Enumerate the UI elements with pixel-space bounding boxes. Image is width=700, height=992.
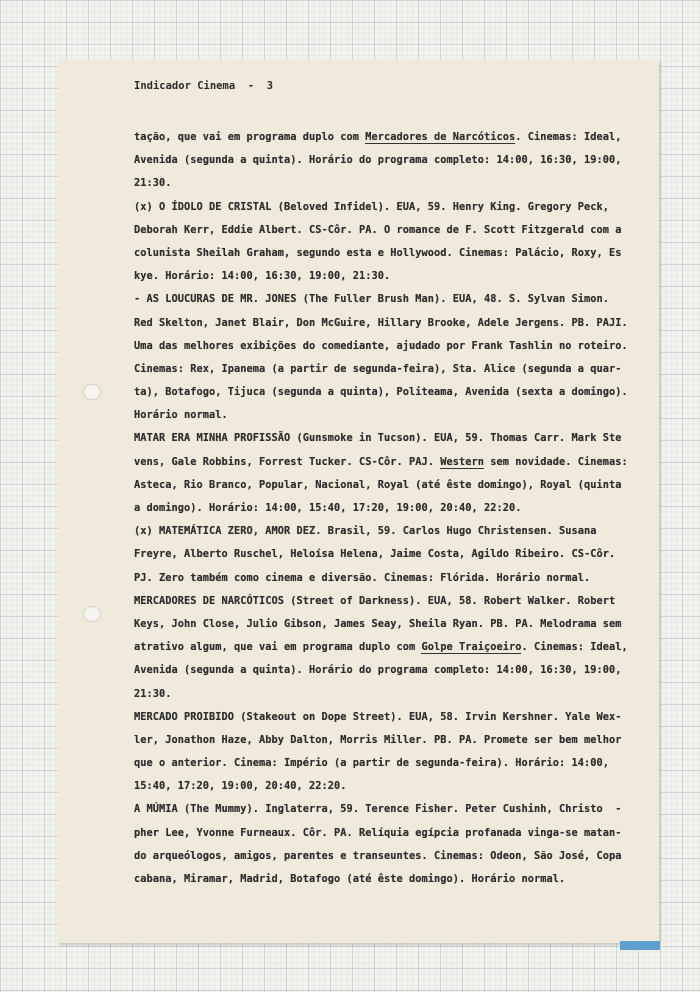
text-segment: do arqueólogos, amigos, parentes e transeuntes. Cinemas: Odeon, São José, Copa <box>134 849 622 862</box>
text-segment: atrativo algum, que vai em programa duplo com <box>134 641 422 654</box>
text-segment: kye. Horário: 14:00, 16:30, 19:00, 21:30. <box>134 270 391 283</box>
text-segment: Asteca, Rio Branco, Popular, Nacional, Royal (até êste domingo), Royal (quinta <box>134 478 622 491</box>
text-segment: pher Lee, Yvonne Furneaux. Côr. PA. Relíquia egípcia profanada vinga-se matan- <box>134 826 622 839</box>
text-segment: Horário normal. <box>134 409 228 422</box>
underlined-title: Western <box>440 455 484 468</box>
text-line <box>134 451 654 474</box>
text-line <box>134 381 654 404</box>
text-segment: colunista Sheilah Graham, segundo esta e Hollywood. Cinemas: Palácio, Roxy, Es <box>134 246 622 259</box>
text-segment: . Cinemas: Ideal, <box>521 641 628 654</box>
punch-hole-upper <box>83 384 101 400</box>
text-line <box>134 474 654 497</box>
text-segment: vens, Gale Robbins, Forrest Tucker. CS-Côr. PAJ. <box>134 455 441 468</box>
underlined-title: Golpe Traiçoeiro <box>421 641 522 654</box>
text-line <box>134 358 654 381</box>
text-segment: Deborah Kerr, Eddie Albert. CS-Côr. PA. O romance de F. Scott Fitzgerald com a <box>134 223 622 236</box>
text-line <box>134 659 654 682</box>
text-line <box>134 845 654 868</box>
text-line <box>134 427 654 450</box>
punch-hole-lower <box>83 606 101 622</box>
text-segment: 15:40, 17:20, 19:00, 20:40, 22:20. <box>134 780 347 793</box>
text-segment: que o anterior. Cinema: Império (a partir de segunda-feira). Horário: 14:00, <box>134 757 609 770</box>
text-segment: Uma das melhores exibições do comediante, ajudado por Frank Tashlin no roteiro. <box>134 339 628 352</box>
text-segment: MATAR ERA MINHA PROFISSÃO (Gunsmoke in Tucson). EUA, 59. Thomas Carr. Mark Ste <box>134 432 622 445</box>
text-segment: Avenida (segunda a quinta). Horário do programa completo: 14:00, 16:30, 19:00, <box>134 664 622 677</box>
text-line <box>134 172 654 195</box>
text-segment: Keys, John Close, Julio Gibson, James Seay, Sheila Ryan. PB. PA. Melodrama sem <box>134 617 622 630</box>
text-line <box>134 683 654 706</box>
text-segment: PJ. Zero também como cinema e diversão. Cinemas: Flórida. Horário normal. <box>134 571 591 584</box>
text-line <box>134 196 654 219</box>
text-segment: (x) MATEMÁTICA ZERO, AMOR DEZ. Brasil, 59. Carlos Hugo Christensen. Susana <box>134 525 597 538</box>
text-line <box>134 822 654 845</box>
text-line <box>134 312 654 335</box>
text-segment: Cinemas: Rex, Ipanema (a partir de segunda-feira), Sta. Alice (segunda a quar- <box>134 362 622 375</box>
text-line <box>134 126 654 149</box>
text-segment: ta), Botafogo, Tijuca (segunda a quinta), Politeama, Avenida (sexta a domingo). <box>134 386 628 399</box>
text-line <box>134 497 654 520</box>
text-line <box>134 729 654 752</box>
text-segment: 21:30. <box>134 687 172 700</box>
underlined-title: Mercadores de Narcóticos <box>365 131 516 143</box>
text-line <box>134 706 654 729</box>
text-line <box>134 868 654 891</box>
text-line <box>134 752 654 775</box>
blue-edge-strip <box>620 941 660 950</box>
text-segment: Freyre, Alberto Ruschel, Heloísa Helena, Jaime Costa, Agildo Ribeiro. CS-Côr. <box>134 548 616 561</box>
text-segment: - AS LOUCURAS DE MR. JONES (The Fuller Brush Man). EUA, 48. S. Sylvan Simon. <box>134 293 609 306</box>
text-segment: MERCADORES DE NARCÓTICOS (Street of Darkness). EUA, 58. Robert Walker. Robert <box>134 594 616 607</box>
text-line <box>134 288 654 311</box>
text-line <box>134 798 654 821</box>
text-segment: . Cinemas: Ideal, <box>515 131 622 143</box>
text-segment: MERCADO PROIBIDO (Stakeout on Dope Street). EUA, 58. Irvin Kershner. Yale Wex- <box>134 710 622 723</box>
text-line <box>134 265 654 288</box>
text-line <box>134 219 654 242</box>
text-line <box>134 149 654 172</box>
text-segment: sem novidade. Cinemas: <box>483 455 628 468</box>
text-segment: ler, Jonathon Haze, Abby Dalton, Morris Miller. PB. PA. Promete ser bem melhor <box>134 733 622 746</box>
text-line <box>134 520 654 543</box>
text-segment: Avenida (segunda a quinta). Horário do programa completo: 14:00, 16:30, 19:00, <box>134 154 622 167</box>
text-line <box>134 636 654 659</box>
typed-text-body <box>134 126 654 891</box>
text-line <box>134 613 654 636</box>
text-segment: 21:30. <box>134 177 172 190</box>
text-segment: (x) O ÍDOLO DE CRISTAL (Beloved Infidel). EUA, 59. Henry King. Gregory Peck, <box>134 200 609 213</box>
text-line <box>134 335 654 358</box>
text-line <box>134 775 654 798</box>
text-segment: a domingo). Horário: 14:00, 15:40, 17:20, 19:00, 20:40, 22:20. <box>134 502 522 514</box>
text-segment: A MÚMIA (The Mummy). Inglaterra, 59. Terence Fisher. Peter Cushinh, Christo - <box>134 803 622 816</box>
text-segment: Red Skelton, Janet Blair, Don McGuire, Hillary Brooke, Adele Jergens. PB. PAJI. <box>134 316 628 329</box>
text-segment: cabana, Miramar, Madrid, Botafogo (até êste domingo). Horário normal. <box>134 873 566 885</box>
text-line <box>134 242 654 265</box>
text-line <box>134 567 654 590</box>
text-line <box>134 404 654 427</box>
page-header: Indicador Cinema - 3 <box>134 80 274 92</box>
text-line <box>134 543 654 566</box>
text-line <box>134 590 654 613</box>
text-segment: tação, que vai em programa duplo com <box>134 131 366 143</box>
